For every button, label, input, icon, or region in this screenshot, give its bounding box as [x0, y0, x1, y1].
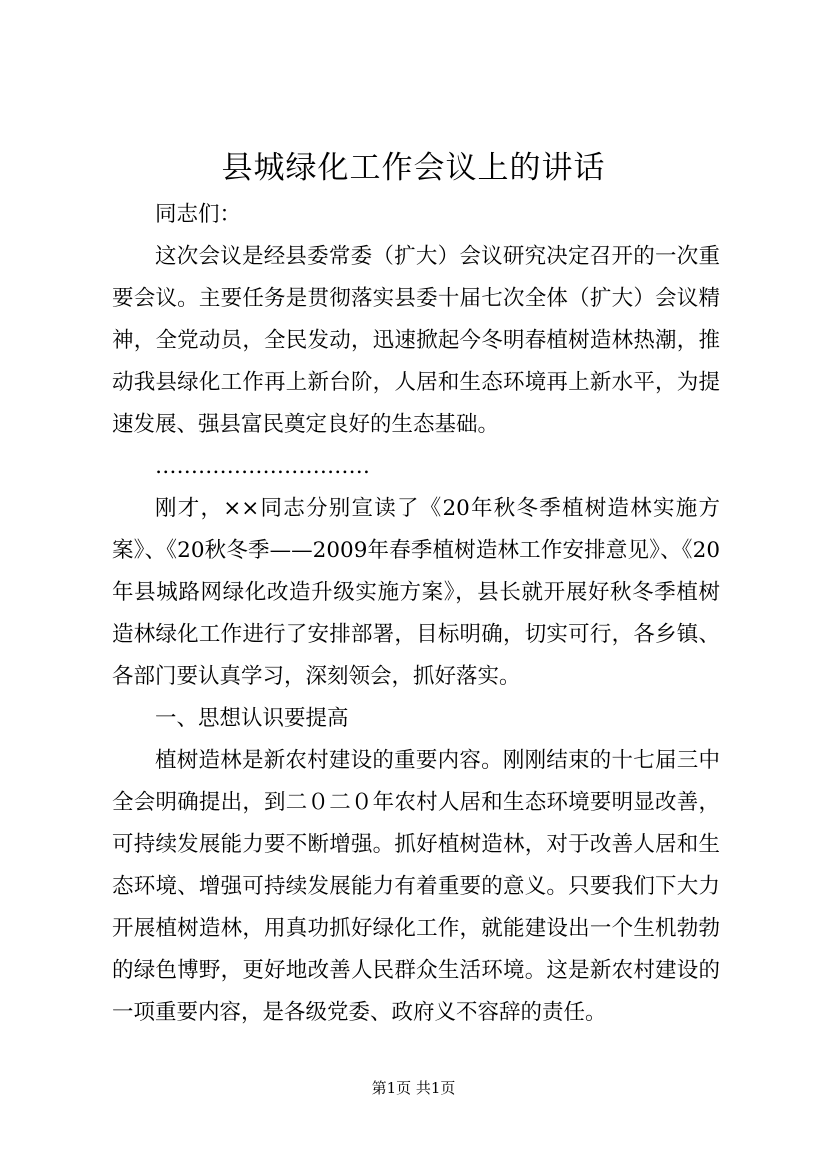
- body-paragraph: 这次会议是经县委常委（扩大）会议研究决定召开的一次重要会议。主要任务是贯彻落实县委十届七次全体（扩大）会议精神，全党动员，全民发动，迅速掀起今冬明春植树造林热潮，推动我县绿化工作再上新台阶，人居和生态环境再上新水平，为提速发展、强县富民奠定良好的生态基础。: [112, 244, 720, 437]
- body-paragraph: 植树造林是新农村建设的重要内容。刚刚结束的十七届三中全会明确提出，到二０二０年农村人居和生态环境要明显改善，可持续发展能力要不断增强。抓好植树造林，对于改善人居和生态环境、增强可持续发展能力有着重要的意义。只要我们下大力开展植树造林，用真功抓好绿化工作，就能建设出一个生机勃勃的绿色博野，更好地改善人民群众生活环境。这是新农村建设的一项重要内容，是各级党委、政府义不容辞的责任。: [112, 748, 720, 1025]
- document-body: [112, 194, 720, 1034]
- section-heading: 一、思想认识要提高: [155, 706, 349, 731]
- salutation-paragraph: 同志们：: [155, 202, 242, 227]
- body-paragraph: 刚才，××同志分别宣读了《20年秋冬季植树造林实施方案》、《20秋冬季——2009年春季植树造林工作安排意见》、《20年县城路网绿化改造升级实施方案》，县长就开展好秋冬季植树造林绿化工作进行了安排部署，目标明确，切实可行，各乡镇、各部门要认真学习，深刻领会，抓好落实。: [112, 496, 720, 689]
- page-number-footer: 第1页 共1页: [371, 1079, 456, 1097]
- ellipsis-separator: …………………………: [155, 454, 370, 479]
- document-title: 县城绿化工作会议上的讲话: [221, 150, 606, 186]
